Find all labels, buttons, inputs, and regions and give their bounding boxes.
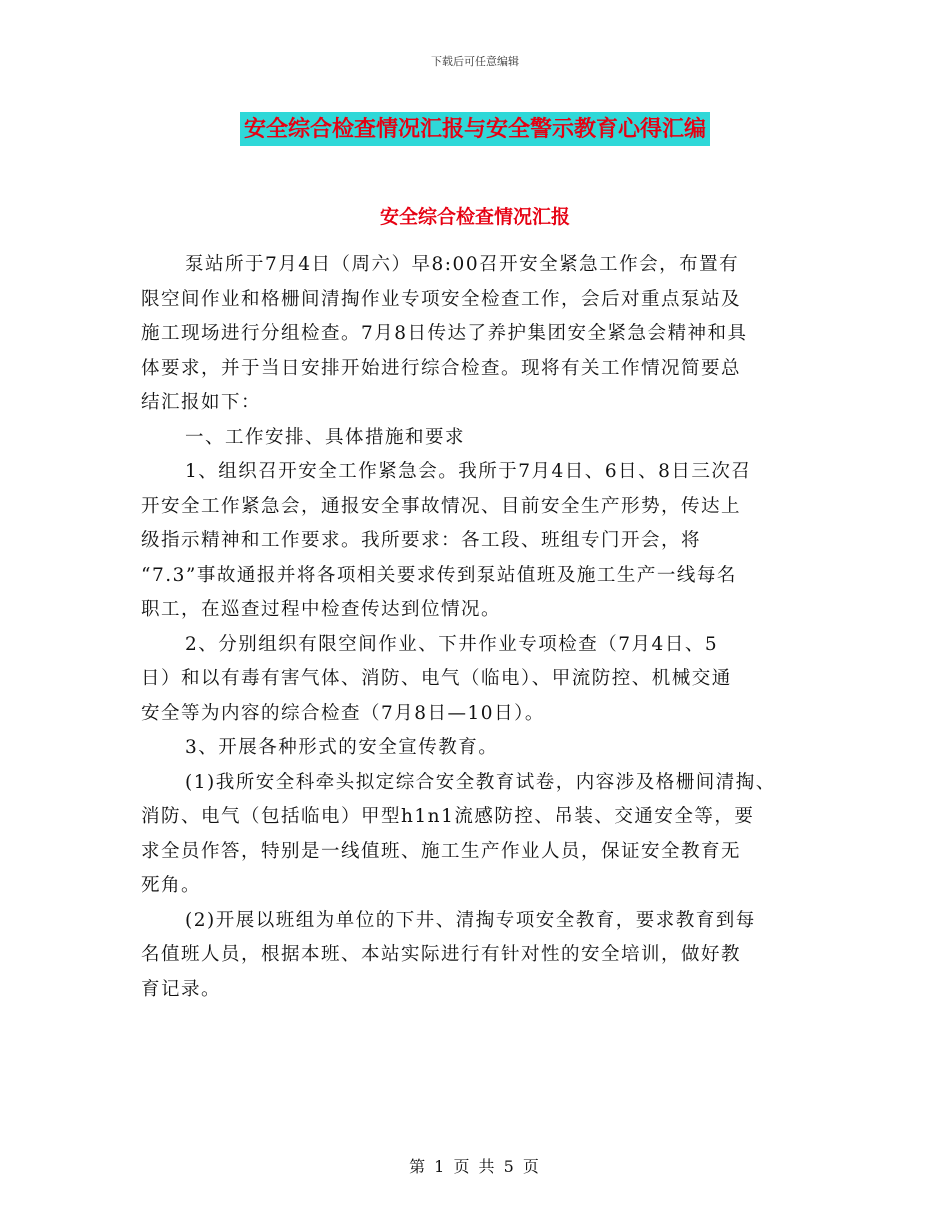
document-title-container	[0, 112, 950, 146]
body-line: 2、分别组织有限空间作业、下井作业专项检查（7月4日、5	[185, 633, 719, 655]
body-line: 职工，在巡查过程中检查传达到位情况。	[141, 599, 502, 620]
body-line: 开安全工作紧急会，通报安全事故情况、目前安全生产形势，传达上	[141, 495, 742, 517]
body-line: 1、组织召开安全工作紧急会。我所于7月4日、6日、8日三次召	[185, 461, 752, 482]
body-line: 一、工作安排、具体措施和要求	[185, 426, 466, 448]
body-line: 体要求，并于当日安排开始进行综合检查。现将有关工作情况简要总	[141, 357, 742, 379]
body-line: 名值班人员，根据本班、本站实际进行有针对性的安全培训，做好教	[141, 944, 742, 965]
body-line: 泵站所于7月4日（周六）早8:00召开安全紧急工作会，布置有	[185, 254, 740, 275]
section-title: 安全综合检查情况汇报	[379, 206, 570, 228]
body-line: 限空间作业和格栅间清掏作业专项安全检查工作，会后对重点泵站及	[141, 288, 742, 310]
body-line: (1)我所安全科牵头拟定综合安全教育试卷，内容涉及格栅间清掏、	[185, 771, 776, 793]
body-line: 育记录。	[141, 978, 222, 1000]
body-line: 消防、电气（包括临电）甲型h1n1流感防控、吊装、交通安全等，要	[141, 806, 755, 827]
body-line: 求全员作答，特别是一线值班、施工生产作业人员，保证安全教育无	[141, 840, 742, 862]
body-line: 结汇报如下：	[141, 392, 262, 413]
body-line: 安全等为内容的综合检查（7月8日—10日）。	[141, 702, 545, 724]
body-line: 3、开展各种形式的安全宣传教育。	[185, 737, 499, 758]
body-line: 死角。	[141, 875, 202, 896]
page-header-note: 下载后可任意编辑	[431, 55, 519, 68]
body-line: 日）和以有毒有害气体、消防、电气（临电）、甲流防控、机械交通	[141, 668, 732, 689]
body-line: (2)开展以班组为单位的下井、清掏专项安全教育，要求教育到每	[185, 909, 756, 931]
body-line: “7.3”事故通报并将各项相关要求传到泵站值班及施工生产一线每名	[141, 564, 737, 586]
body-line: 施工现场进行分组检查。7月8日传达了养护集团安全紧急会精神和具	[141, 323, 748, 344]
body-line: 级指示精神和工作要求。我所要求：各工段、班组专门开会，将	[141, 530, 702, 551]
document-body	[141, 248, 821, 1007]
page-number-footer: 第 1 页 共 5 页	[409, 1157, 541, 1176]
document-title: 安全综合检查情况汇报与安全警示教育心得汇编	[240, 112, 710, 146]
